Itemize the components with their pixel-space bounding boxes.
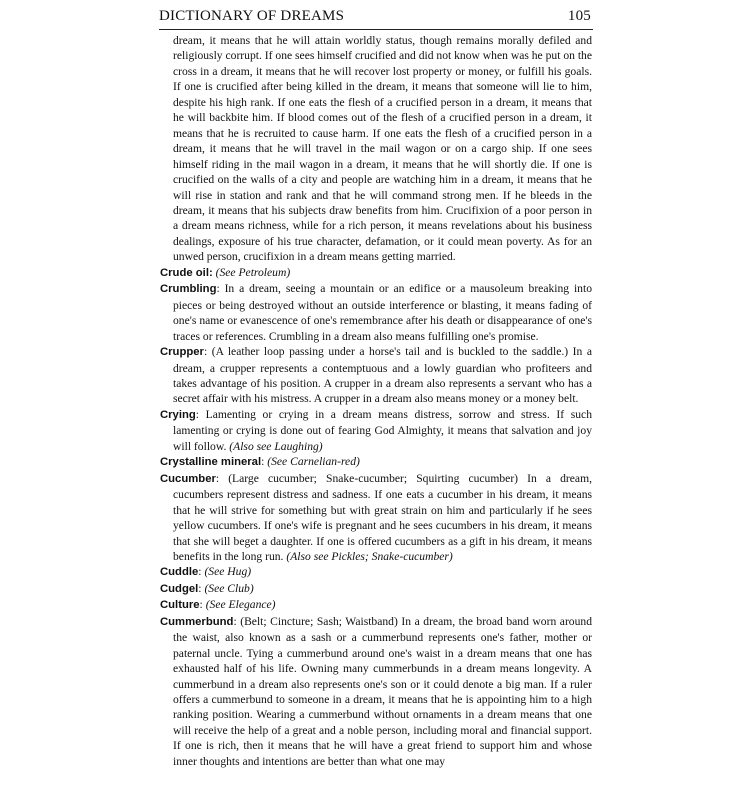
headword: Crupper <box>160 346 204 359</box>
headword: Crude oil: <box>160 266 213 279</box>
entry-text: : (Large cucumber; Snake-cucumber; Squirting cucumber) In a dream, cucumbers represent distress and sadness. If one eats a cucumber in his dream, it means that he will strive for something but with great strain on him and particularly if he sees yellow cucumbers. If one's wife is pregnant and he sees cucumbers in his dream, it means that she will beget a daughter. If one is offered cucumbers as a gift in his dream, it means benefits in the long run. <box>173 471 592 563</box>
headword: Cucumber <box>160 472 216 485</box>
page-number: 105 <box>567 8 591 24</box>
entry-text: : <box>199 598 203 612</box>
headword: Crying <box>160 408 196 421</box>
entry-text: : In a dream, seeing a mountain or an edifice or a mausoleum breaking into pieces or being destroyed without an outside interference or blasting, it means fading of one's name or evanescence of one's remembrance after his death or disappearance of one's traces or references. Crumbling in a dream also means fulfilling one's promise. <box>173 282 592 343</box>
entry-text: : (Belt; Cincture; Sash; Waistband) In a dream, the broad band worn around the waist, also known as a sash or a cummerbund represents one's father, mother or paternal uncle. Tying a cummerbund around one's waist in a dream means that one has exhausted half of his life. Owning many cummerbunds in a dream means longevity. A cummerbund in a dream also represents one's son or it could denote a big man. If a ruler offers a cummerbund to someone in a dream, it means that he is appointing him to a high ranking position. Wearing a cummerbund without ornaments in a dream means that one will receive the help of a great and a noble person, including moral and financial support. If one is rich, then it means that he will have a great friend to support him and whose inner thoughts and intentions are better than what one may <box>173 614 592 768</box>
entry-cucumber <box>160 471 592 565</box>
header-rule <box>159 29 593 30</box>
continued-paragraph: dream, it means that he will attain worldly status, though remains morally defiled and religiously corrupt. If one sees himself crucified and did not know when was he put on the cross in a dream, it means that he will recover lost property or money, or fulfill his goals. If one is crucified after being killed in the dream, it means that someone will lie to him, despite his high rank. If one eats the flesh of a crucified person in a dream, it means that he will backbite him. If blood comes out of the flesh of a crucified person in a dream, it means that he is recruited to cause harm. If one eats the flesh of a crucified person in a dream, it means that he will travel in the mail wagon or on a cargo ship. If one sees himself riding in the mail wagon in a dream, it means that he will shortly die. If one is crucified on the walls of a city and people are watching him in a dream, it means that he will rise in station and rank and that he will command strong men. If he bleeds in the dream, it means that his subjects draw benefits from him. Crucifixion of a poor person in a dream means richness, while for a rich person, it means revelations about his business dealings, exposure of his true character, defamation, or it could mean poverty. As for an unwed person, crucifixion in a dream means getting married. <box>173 34 592 264</box>
cross-reference: (See Hug) <box>204 565 252 579</box>
entry-crumbling <box>160 281 592 344</box>
headword: Crumbling <box>160 283 217 296</box>
entry-crupper <box>160 344 592 407</box>
cross-reference: (See Elegance) <box>205 598 276 612</box>
dictionary-body <box>160 33 592 769</box>
cross-reference: (Also see Laughing) <box>229 439 323 453</box>
entry-text: : <box>198 581 202 595</box>
entry-crying <box>160 407 592 454</box>
headword: Culture <box>160 599 200 612</box>
cross-reference: (See Petroleum) <box>215 265 291 279</box>
headword: Cuddle <box>160 566 199 579</box>
entry-cudgel <box>160 581 592 597</box>
cross-reference: (See Club) <box>204 581 254 595</box>
entry-text: : Lamenting or crying in a dream means distress, sorrow and stress. If such lamenting or crying is done out of fearing God Almighty, it means that salvation and joy will follow. <box>173 407 592 453</box>
entry-text: : <box>261 455 265 469</box>
entry-text: : <box>198 565 202 579</box>
headword: Cudgel <box>160 582 199 595</box>
entry-crystalline-mineral <box>160 454 592 470</box>
headword: Crystalline mineral <box>160 456 262 469</box>
cross-reference: (See Carnelian-red) <box>267 455 360 469</box>
cross-reference: (Also see Pickles; Snake-cucumber) <box>286 549 453 563</box>
entry-crude-oil <box>160 265 592 281</box>
running-header <box>159 8 591 25</box>
headword: Cummerbund <box>160 615 234 628</box>
entry-cuddle <box>160 564 592 580</box>
entry-cummerbund <box>160 614 592 770</box>
book-title: DICTIONARY OF DREAMS <box>159 8 345 24</box>
entry-culture <box>160 597 592 613</box>
entry-text: : (A leather loop passing under a horse's tail and is buckled to the saddle.) In a dream, a crupper represents a contemptuous and a lowly guardian who profiteers and takes advantage of his position. A crupper in a dream also represents a servant who has a secret affair with his mistress. A crupper in a dream also means money or a money belt. <box>173 345 592 406</box>
